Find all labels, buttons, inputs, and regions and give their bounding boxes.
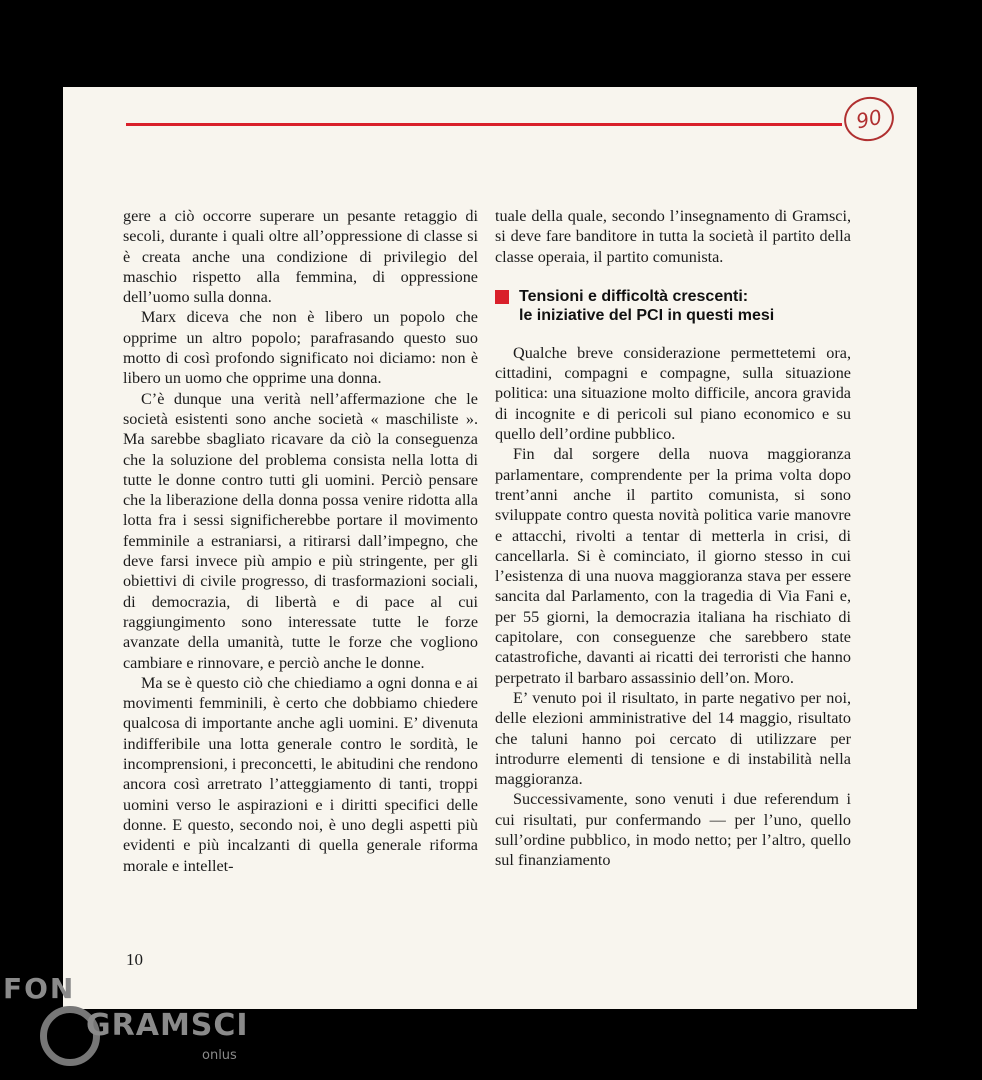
paragraph: E’ venuto poi il risultato, in parte negativo per noi, delle elezioni amministrative del 14 maggio, risultato che taluni hanno poi cercato di utilizzare per introdurre elementi di tensione e di instabilità nella maggioranza.	[495, 688, 851, 789]
paragraph: gere a ciò occorre superare un pesante retaggio di secoli, durante i quali oltre all’oppressione di classe si è creata anche una condizione di privilegio del maschio rispetto alla femmina, di oppressione dell’uomo sulla donna.	[123, 207, 478, 307]
paragraph: Ma se è questo ciò che chiediamo a ogni donna e ai movimenti femminili, è certo che dobbiamo chiedere qualcosa di importante anche agli uomini. E’ divenuta indifferibile una lotta generale contro le sordità, le incomprensioni, i preconcetti, le abitudini che rendono ancora così arretrato l’atteggiamento di tanti, troppi uomini verso le aspirazioni e i diritti specifici delle donne. E questo, secondo noi, è uno degli aspetti più evidenti e più incalzanti di quella generale riforma morale e intellet-	[123, 673, 478, 875]
paragraph: Fin dal sorgere della nuova maggioranza parlamentare, comprendente per la prima volta dopo trent’anni anche il partito comunista, si sono sviluppate contro questa novità politica varie manovre e attacchi, rivolti a tentar di metterla in crisi, di cancellarla. Si è cominciato, il giorno stesso in cui l’esistenza di una nuova maggioranza stava per essere sancita dal Parlamento, con la tragedia di Via Fani e, per 55 giorni, la democrazia italiana ha rischiato di capitolare, con conseguenze che sarebbero state catastrofiche, davanti ai ricatti dei terroristi che hanno perpetrato il barbaro assassinio dell’on. Moro.	[495, 445, 851, 687]
paragraph: tuale della quale, secondo l’insegnamento di Gramsci, si deve fare banditore in tutta la società il partito della classe operaia, il partito comunista.	[495, 207, 851, 266]
paragraph: Successivamente, sono venuti i due referendum i cui risultati, pur confermando — per l’uno, quello sull’ordine pubblico, in modo netto; per l’altro, quello sul finanziamento	[495, 790, 851, 870]
section-heading-line: le iniziative del PCI in questi mesi	[519, 306, 775, 324]
page-number: 10	[126, 950, 143, 969]
section-heading	[495, 287, 851, 325]
left-column	[123, 206, 478, 876]
section-heading-line: Tensioni e difficoltà crescenti:	[519, 287, 749, 305]
paragraph: C’è dunque una verità nell’affermazione che le società esistenti sono anche società « maschiliste ». Ma sarebbe sbagliato ricavare da ciò la conseguenza che la soluzione del problema consista nella lotta di tutte le donne contro tutti gli uomini. Perciò pensare che la liberazione della donna possa venire ridotta alla lotta fra i sessi significherebbe portare il movimento femminile a estraniarsi, a ritirarsi dall’impegno, che deve farsi invece più ampio e più stringente, per gli obiettivi di civile progresso, di trasformazioni sociali, di democrazia, di libertà e di pace al cui raggiungimento sono interessate tutte le forze avanzate della umanità, tutte le forze che vogliono cambiare e rinnovare, e perciò anche le donne.	[123, 389, 478, 672]
watermark-text: FON	[3, 972, 76, 1005]
document-page	[63, 87, 917, 1009]
top-red-rule	[126, 123, 842, 126]
watermark-text: GRAMSCI	[86, 1008, 249, 1043]
red-square-icon	[495, 290, 509, 304]
right-column	[495, 206, 851, 871]
paragraph: Marx diceva che non è libero un popolo che opprime un altro popolo; parafrasando questo suo motto di così profondo significato noi diciamo: non è libero un uomo che opprime una donna.	[123, 308, 478, 388]
watermark-text: onlus	[202, 1048, 237, 1063]
archive-stamp: 90	[840, 92, 898, 145]
paragraph: Qualche breve considerazione permettetemi ora, cittadini, compagni e compagne, sulla situazione politica: una situazione molto difficile, ancora gravida di incognite e di pericoli sul piano economico e su quello dell’ordine pubblico.	[495, 343, 851, 444]
